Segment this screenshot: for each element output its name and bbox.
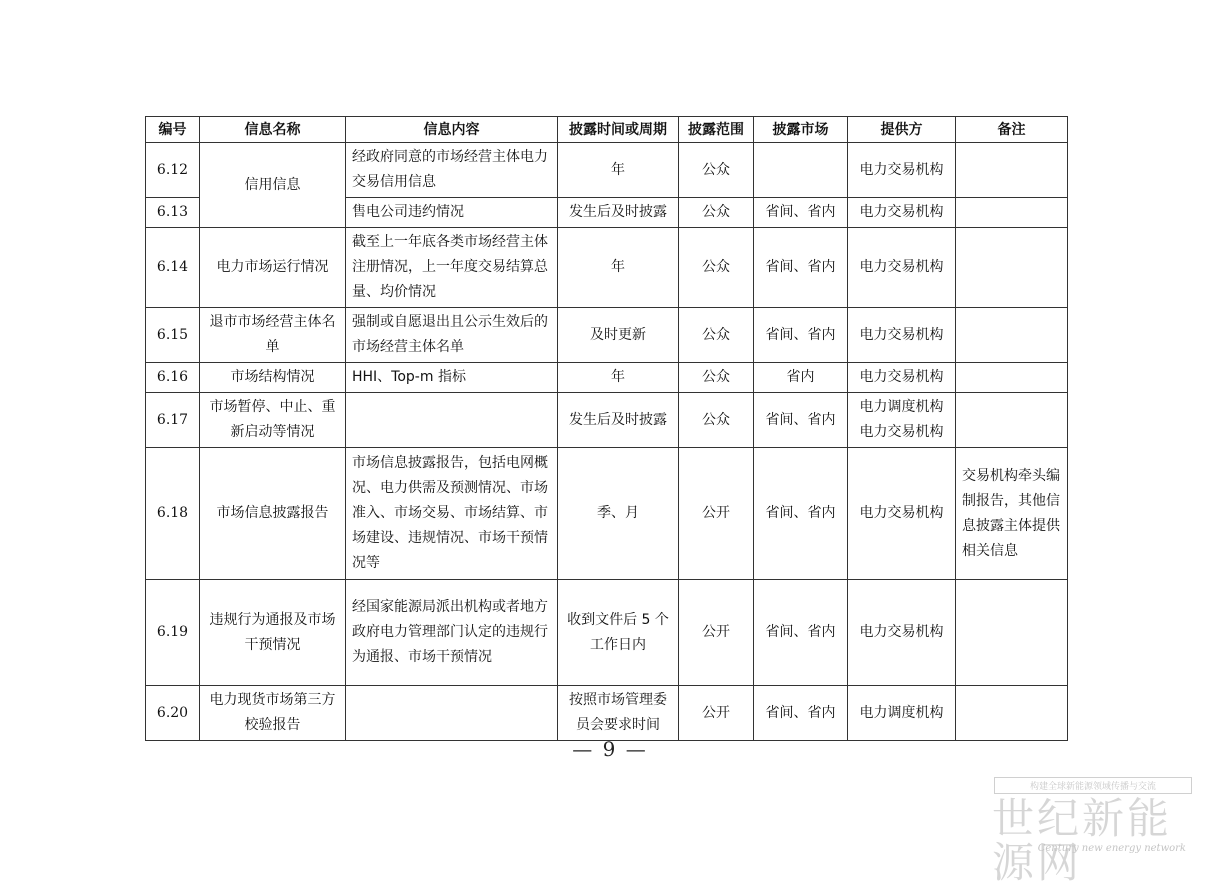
row-content: 市场信息披露报告，包括电网概况、电力供需及预测情况、市场准入、市场交易、市场结算、市场建设、违规情况、市场干预情况等 <box>346 448 558 580</box>
row-market: 省间、省内 <box>754 580 848 686</box>
row-content <box>346 393 558 448</box>
row-market: 省间、省内 <box>754 308 848 363</box>
row-period: 年 <box>558 143 679 198</box>
row-provider: 电力交易机构 <box>848 580 956 686</box>
watermark-logo <box>992 777 1192 887</box>
row-content: 经政府同意的市场经营主体电力交易信用信息 <box>346 143 558 198</box>
row-scope: 公开 <box>679 580 754 686</box>
row-note <box>956 393 1068 448</box>
row-content <box>346 686 558 741</box>
row-content: 强制或自愿退出且公示生效后的市场经营主体名单 <box>346 308 558 363</box>
watermark-slogan: 构建全球新能源领域传播与交流 <box>994 777 1192 794</box>
row-provider: 电力调度机构 <box>848 686 956 741</box>
row-provider: 电力交易机构 <box>848 228 956 308</box>
row-scope: 公众 <box>679 143 754 198</box>
row-name: 电力现货市场第三方校验报告 <box>200 686 346 741</box>
row-scope: 公众 <box>679 308 754 363</box>
row-name: 信用信息 <box>200 143 346 228</box>
row-provider: 电力交易机构 <box>848 308 956 363</box>
row-name: 违规行为通报及市场干预情况 <box>200 580 346 686</box>
row-market: 省间、省内 <box>754 393 848 448</box>
row-period: 季、月 <box>558 448 679 580</box>
row-scope: 公开 <box>679 448 754 580</box>
header-name: 信息名称 <box>200 117 346 143</box>
row-note <box>956 228 1068 308</box>
row-market: 省间、省内 <box>754 686 848 741</box>
row-scope: 公开 <box>679 686 754 741</box>
row-market: 省间、省内 <box>754 228 848 308</box>
table-row <box>146 143 1068 198</box>
row-note <box>956 198 1068 228</box>
header-market: 披露市场 <box>754 117 848 143</box>
row-id: 6.16 <box>146 363 200 393</box>
row-period: 按照市场管理委员会要求时间 <box>558 686 679 741</box>
watermark-subtitle: Century new energy network <box>1037 843 1186 854</box>
row-content: HHI、Top-m 指标 <box>346 363 558 393</box>
row-period: 年 <box>558 228 679 308</box>
row-scope: 公众 <box>679 363 754 393</box>
row-note <box>956 686 1068 741</box>
row-note <box>956 580 1068 686</box>
table-row <box>146 308 1068 363</box>
row-name: 市场暂停、中止、重新启动等情况 <box>200 393 346 448</box>
watermark-title: 世纪新能源网 <box>992 794 1173 887</box>
header-id: 编号 <box>146 117 200 143</box>
table-row <box>146 686 1068 741</box>
header-note: 备注 <box>956 117 1068 143</box>
row-id: 6.18 <box>146 448 200 580</box>
row-scope: 公众 <box>679 393 754 448</box>
row-provider: 电力交易机构 <box>848 198 956 228</box>
table-row <box>146 363 1068 393</box>
row-provider: 电力交易机构 <box>848 363 956 393</box>
row-name: 退市市场经营主体名单 <box>200 308 346 363</box>
row-id: 6.14 <box>146 228 200 308</box>
row-content: 经国家能源局派出机构或者地方政府电力管理部门认定的违规行为通报、市场干预情况 <box>346 580 558 686</box>
row-note <box>956 308 1068 363</box>
header-content: 信息内容 <box>346 117 558 143</box>
row-scope: 公众 <box>679 228 754 308</box>
header-provider: 提供方 <box>848 117 956 143</box>
row-market <box>754 143 848 198</box>
row-id: 6.12 <box>146 143 200 198</box>
row-content: 售电公司违约情况 <box>346 198 558 228</box>
row-period: 发生后及时披露 <box>558 393 679 448</box>
row-period: 及时更新 <box>558 308 679 363</box>
row-scope: 公众 <box>679 198 754 228</box>
row-name: 市场信息披露报告 <box>200 448 346 580</box>
row-period: 收到文件后 5 个工作日内 <box>558 580 679 686</box>
table-row <box>146 448 1068 580</box>
header-scope: 披露范围 <box>679 117 754 143</box>
row-market: 省间、省内 <box>754 198 848 228</box>
row-note: 交易机构牵头编制报告，其他信息披露主体提供相关信息 <box>956 448 1068 580</box>
table-row <box>146 393 1068 448</box>
table-row <box>146 580 1068 686</box>
table-header-row <box>146 117 1068 143</box>
row-id: 6.20 <box>146 686 200 741</box>
row-id: 6.15 <box>146 308 200 363</box>
row-provider: 电力交易机构 <box>848 143 956 198</box>
page-number: — 9 — <box>572 737 648 761</box>
row-period: 发生后及时披露 <box>558 198 679 228</box>
row-id: 6.13 <box>146 198 200 228</box>
row-id: 6.19 <box>146 580 200 686</box>
row-name: 电力市场运行情况 <box>200 228 346 308</box>
row-provider: 电力交易机构 <box>848 448 956 580</box>
row-name: 市场结构情况 <box>200 363 346 393</box>
row-content: 截至上一年底各类市场经营主体注册情况，上一年度交易结算总量、均价情况 <box>346 228 558 308</box>
row-market: 省间、省内 <box>754 448 848 580</box>
row-note <box>956 143 1068 198</box>
header-period: 披露时间或周期 <box>558 117 679 143</box>
row-id: 6.17 <box>146 393 200 448</box>
disclosure-table <box>145 116 1068 741</box>
row-market: 省内 <box>754 363 848 393</box>
table-row <box>146 228 1068 308</box>
row-period: 年 <box>558 363 679 393</box>
row-note <box>956 363 1068 393</box>
row-provider: 电力调度机构电力交易机构 <box>848 393 956 448</box>
